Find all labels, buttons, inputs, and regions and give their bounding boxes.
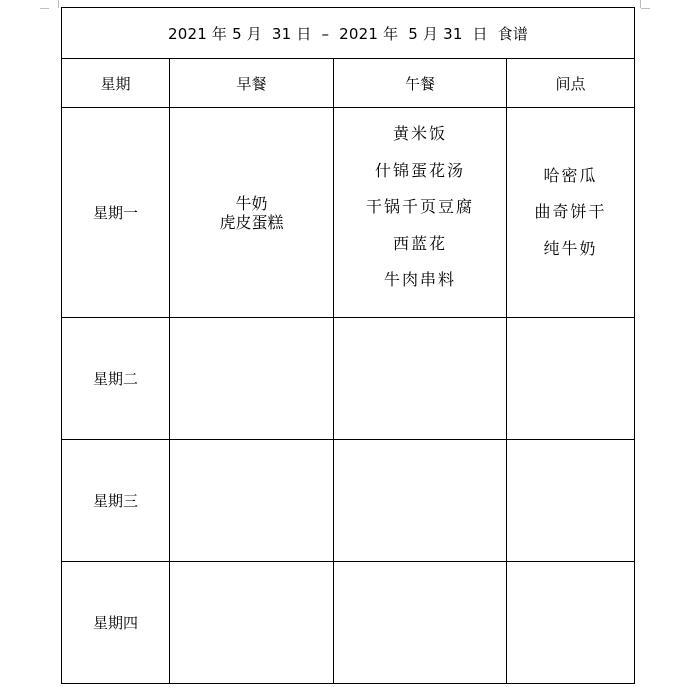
- breakfast-cell: [170, 440, 334, 562]
- table-row: [62, 318, 635, 440]
- snack-cell: [507, 440, 635, 562]
- page-corner-mark: [40, 8, 49, 9]
- page-corner-mark: [640, 0, 651, 8]
- lunch-item: 西蓝花: [392, 233, 447, 253]
- breakfast-cell: [170, 318, 334, 440]
- header-snack: 间点: [507, 59, 635, 108]
- title-row: [62, 8, 635, 59]
- lunch-item: 什锦蛋花汤: [374, 160, 465, 180]
- lunch-item: 黄米饭: [392, 124, 447, 143]
- lunch-cell: [334, 108, 507, 318]
- day-cell: 星期一: [62, 108, 170, 318]
- lunch-cell: [334, 562, 507, 684]
- day-cell: 星期二: [62, 318, 170, 440]
- snack-cell: [507, 318, 635, 440]
- lunch-cell: [334, 440, 507, 562]
- snack-item: 哈密瓜: [543, 165, 598, 185]
- menu-title: 2021 年 5 月 31 日 – 2021 年 5 月 31 日 食谱: [167, 24, 529, 43]
- menu-table: [61, 7, 635, 684]
- header-lunch: 午餐: [334, 59, 507, 108]
- lunch-item: 牛肉串料: [383, 270, 456, 289]
- header-day: 星期: [62, 59, 170, 108]
- breakfast-cell: [170, 562, 334, 684]
- header-breakfast: 早餐: [170, 59, 334, 108]
- lunch-item: 干锅千页豆腐: [365, 197, 474, 216]
- day-cell: 星期四: [62, 562, 170, 684]
- snack-item: 曲奇饼干: [534, 202, 607, 222]
- day-cell: 星期三: [62, 440, 170, 562]
- breakfast-item: 虎皮蛋糕: [219, 212, 284, 232]
- breakfast-item: 牛奶: [235, 193, 268, 213]
- header-row: [62, 59, 635, 108]
- page-corner-mark: [641, 8, 650, 9]
- snack-cell: [507, 562, 635, 684]
- lunch-list: [334, 116, 506, 299]
- menu-title-cell: [62, 8, 635, 59]
- table-row: [62, 108, 635, 318]
- snack-item: 纯牛奶: [543, 238, 598, 258]
- breakfast-cell: [170, 108, 334, 318]
- snack-list: [507, 158, 634, 268]
- breakfast-list: [170, 194, 333, 232]
- lunch-cell: [334, 318, 507, 440]
- page-corner-mark: [48, 0, 59, 8]
- table-row: [62, 440, 635, 562]
- table-row: [62, 562, 635, 684]
- snack-cell: [507, 108, 635, 318]
